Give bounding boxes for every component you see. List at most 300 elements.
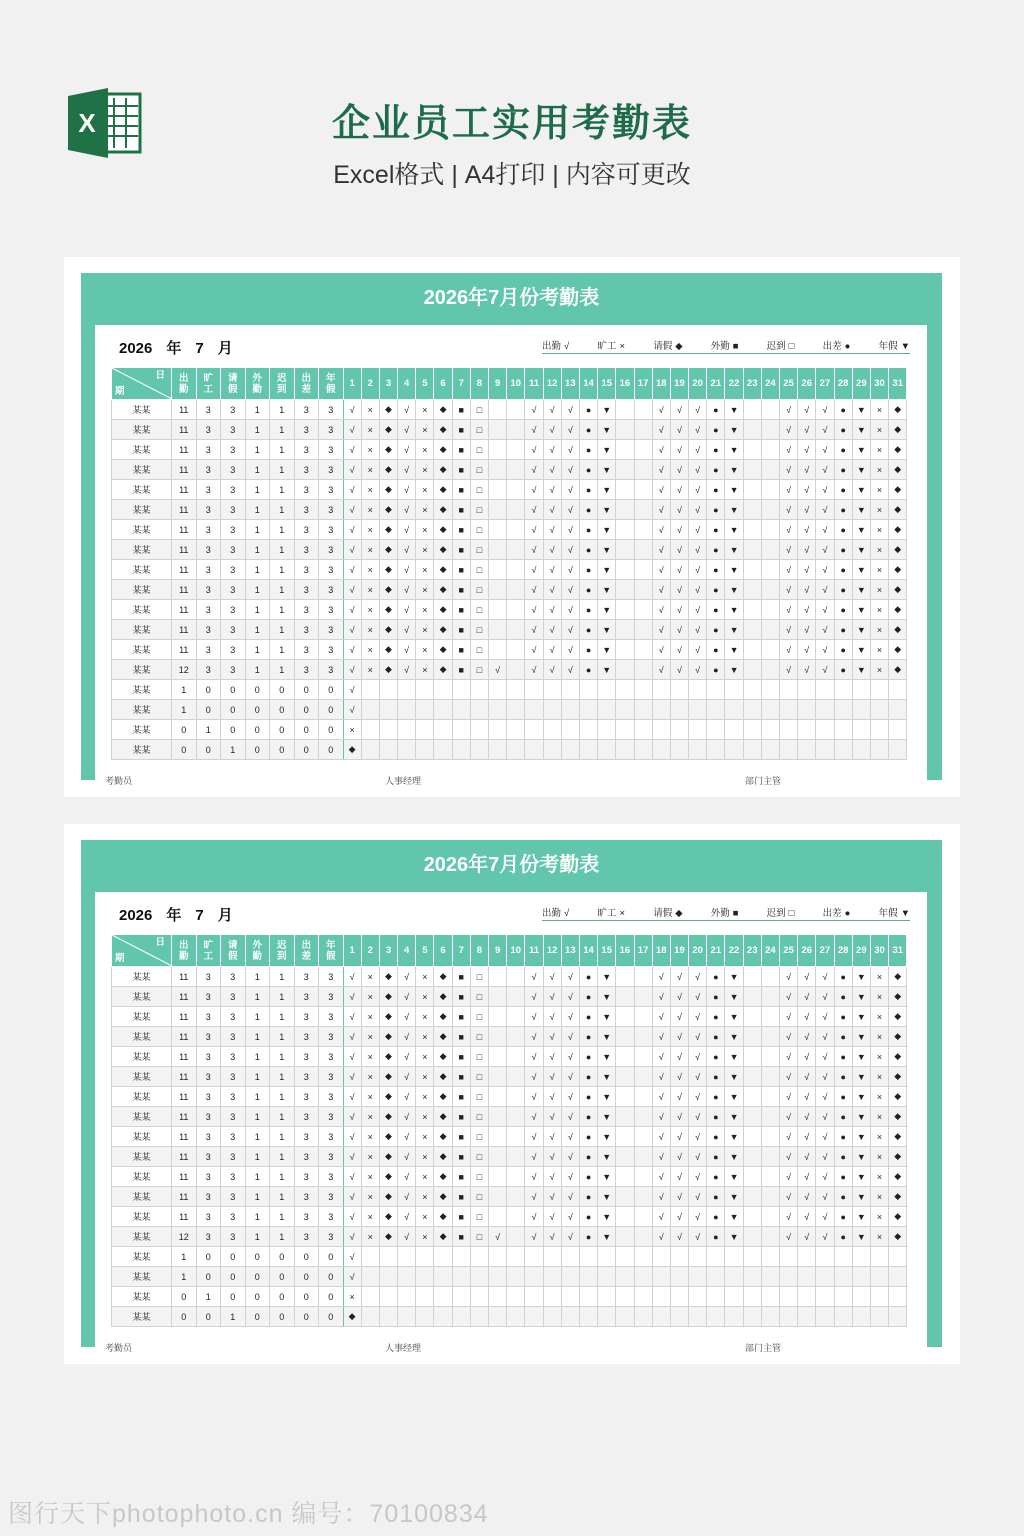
day-cell[interactable]: ◆ [434,1127,452,1147]
day-cell[interactable]: √ [816,1227,834,1247]
summary-cell[interactable]: 1 [270,460,295,480]
day-cell[interactable]: √ [798,1207,816,1227]
day-cell[interactable]: ● [834,1147,852,1167]
day-cell[interactable]: √ [689,1007,707,1027]
day-cell[interactable]: ▼ [852,440,870,460]
day-cell[interactable] [561,1287,579,1307]
day-cell[interactable] [780,700,798,720]
day-cell[interactable]: √ [543,1207,561,1227]
day-cell[interactable]: × [870,580,888,600]
day-cell[interactable] [616,520,634,540]
day-cell[interactable]: × [870,480,888,500]
summary-cell[interactable]: 11 [172,420,197,440]
summary-cell[interactable]: 1 [245,520,270,540]
day-cell[interactable]: ◆ [379,600,397,620]
day-cell[interactable]: ◆ [379,440,397,460]
day-cell[interactable]: √ [816,400,834,420]
day-cell[interactable] [507,600,525,620]
day-cell[interactable] [652,720,670,740]
day-cell[interactable]: ▼ [725,1167,743,1187]
day-cell[interactable]: ◆ [379,620,397,640]
employee-name[interactable]: 某某 [112,440,172,460]
day-cell[interactable]: ◆ [889,1047,907,1067]
day-cell[interactable]: ▼ [598,967,616,987]
day-cell[interactable] [579,740,597,760]
day-cell[interactable] [743,660,761,680]
day-cell[interactable] [889,720,907,740]
day-cell[interactable]: ● [579,1187,597,1207]
day-cell[interactable]: √ [689,1027,707,1047]
day-cell[interactable] [689,1247,707,1267]
day-cell[interactable] [361,720,379,740]
day-cell[interactable] [616,1027,634,1047]
day-cell[interactable] [398,1307,416,1327]
day-cell[interactable] [470,720,488,740]
day-cell[interactable] [634,580,652,600]
day-cell[interactable] [507,1127,525,1147]
day-cell[interactable] [816,680,834,700]
day-cell[interactable] [689,1287,707,1307]
day-cell[interactable]: ◆ [889,1107,907,1127]
day-cell[interactable]: √ [670,1227,688,1247]
day-cell[interactable]: √ [343,1107,361,1127]
day-cell[interactable]: ◆ [379,1047,397,1067]
day-cell[interactable]: √ [561,1167,579,1187]
employee-name[interactable]: 某某 [112,1087,172,1107]
day-cell[interactable] [489,1027,507,1047]
day-cell[interactable] [525,700,543,720]
day-cell[interactable] [870,1267,888,1287]
day-cell[interactable]: ● [707,1047,725,1067]
day-cell[interactable] [889,1287,907,1307]
day-cell[interactable]: ● [579,460,597,480]
day-cell[interactable] [489,740,507,760]
day-cell[interactable]: × [870,620,888,640]
day-cell[interactable] [743,987,761,1007]
day-cell[interactable] [689,720,707,740]
day-cell[interactable] [561,1247,579,1267]
day-cell[interactable] [525,1307,543,1327]
employee-name[interactable]: 某某 [112,520,172,540]
day-cell[interactable] [707,1307,725,1327]
day-cell[interactable]: ● [707,460,725,480]
day-cell[interactable]: √ [543,560,561,580]
day-cell[interactable] [634,720,652,740]
summary-cell[interactable]: 3 [319,580,344,600]
day-cell[interactable]: √ [798,1067,816,1087]
day-cell[interactable]: √ [780,500,798,520]
summary-cell[interactable]: 3 [319,1147,344,1167]
day-cell[interactable]: × [870,420,888,440]
day-cell[interactable] [507,580,525,600]
day-cell[interactable]: √ [652,520,670,540]
day-cell[interactable]: ▼ [852,1067,870,1087]
day-cell[interactable] [652,1307,670,1327]
day-cell[interactable]: √ [489,660,507,680]
day-cell[interactable]: ▼ [598,560,616,580]
day-cell[interactable]: ◆ [343,740,361,760]
day-cell[interactable] [816,1267,834,1287]
day-cell[interactable]: ● [707,1227,725,1247]
day-cell[interactable]: ▼ [725,987,743,1007]
summary-cell[interactable]: 3 [196,967,221,987]
summary-cell[interactable]: 0 [270,1247,295,1267]
summary-cell[interactable]: 3 [196,480,221,500]
summary-cell[interactable]: 0 [172,1287,197,1307]
day-cell[interactable] [743,720,761,740]
day-cell[interactable]: × [361,520,379,540]
day-cell[interactable]: ■ [452,540,470,560]
day-cell[interactable]: ▼ [725,1187,743,1207]
day-cell[interactable]: ● [707,620,725,640]
day-cell[interactable]: ◆ [889,600,907,620]
day-cell[interactable] [507,400,525,420]
day-cell[interactable] [798,720,816,740]
day-cell[interactable]: √ [543,540,561,560]
day-cell[interactable] [616,440,634,460]
day-cell[interactable]: ● [834,1067,852,1087]
day-cell[interactable]: ◆ [889,967,907,987]
day-cell[interactable]: √ [561,1047,579,1067]
day-cell[interactable]: ◆ [434,460,452,480]
day-cell[interactable]: ● [834,440,852,460]
day-cell[interactable] [525,740,543,760]
day-cell[interactable]: √ [525,440,543,460]
day-cell[interactable]: √ [670,967,688,987]
day-cell[interactable]: × [416,1187,434,1207]
summary-cell[interactable]: 12 [172,1227,197,1247]
summary-cell[interactable]: 3 [221,1087,246,1107]
day-cell[interactable] [489,987,507,1007]
day-cell[interactable] [652,1287,670,1307]
day-cell[interactable]: × [361,1207,379,1227]
day-cell[interactable]: √ [798,1167,816,1187]
summary-cell[interactable]: 3 [221,560,246,580]
summary-cell[interactable]: 0 [270,720,295,740]
summary-cell[interactable]: 3 [319,1227,344,1247]
employee-name[interactable]: 某某 [112,1267,172,1287]
summary-cell[interactable]: 3 [221,420,246,440]
day-cell[interactable] [780,720,798,740]
day-cell[interactable] [507,1107,525,1127]
day-cell[interactable]: √ [561,660,579,680]
day-cell[interactable]: √ [670,660,688,680]
day-cell[interactable]: √ [670,1047,688,1067]
day-cell[interactable]: ■ [452,1227,470,1247]
summary-cell[interactable]: 3 [196,1147,221,1167]
day-cell[interactable]: ▼ [725,1207,743,1227]
day-cell[interactable]: □ [470,1027,488,1047]
summary-cell[interactable]: 0 [245,1307,270,1327]
day-cell[interactable]: ▼ [852,967,870,987]
day-cell[interactable] [489,1287,507,1307]
summary-cell[interactable]: 0 [294,1307,319,1327]
day-cell[interactable] [507,1307,525,1327]
summary-cell[interactable]: 1 [270,1147,295,1167]
day-cell[interactable]: √ [525,1047,543,1067]
day-cell[interactable]: ◆ [889,1027,907,1047]
day-cell[interactable]: × [416,1027,434,1047]
day-cell[interactable] [634,480,652,500]
day-cell[interactable]: √ [652,1147,670,1167]
day-cell[interactable] [379,1267,397,1287]
day-cell[interactable]: ■ [452,600,470,620]
day-cell[interactable] [452,740,470,760]
day-cell[interactable]: √ [798,987,816,1007]
day-cell[interactable]: √ [561,420,579,440]
summary-cell[interactable]: 1 [221,1307,246,1327]
day-cell[interactable]: √ [798,1007,816,1027]
day-cell[interactable]: √ [652,1087,670,1107]
day-cell[interactable]: ■ [452,460,470,480]
day-cell[interactable] [434,1247,452,1267]
day-cell[interactable]: × [870,1127,888,1147]
day-cell[interactable]: ▼ [725,580,743,600]
summary-cell[interactable]: 3 [294,987,319,1007]
employee-name[interactable]: 某某 [112,1047,172,1067]
day-cell[interactable] [379,1247,397,1267]
day-cell[interactable] [798,740,816,760]
summary-cell[interactable]: 11 [172,560,197,580]
day-cell[interactable] [743,700,761,720]
summary-cell[interactable]: 1 [270,440,295,460]
day-cell[interactable]: √ [798,600,816,620]
day-cell[interactable]: √ [525,480,543,500]
day-cell[interactable] [507,1167,525,1187]
summary-cell[interactable]: 1 [270,560,295,580]
day-cell[interactable] [470,1267,488,1287]
day-cell[interactable]: ◆ [434,400,452,420]
day-cell[interactable]: × [361,1187,379,1207]
day-cell[interactable]: √ [780,1027,798,1047]
day-cell[interactable]: √ [652,420,670,440]
day-cell[interactable]: √ [543,580,561,600]
day-cell[interactable]: ■ [452,1187,470,1207]
day-cell[interactable]: √ [543,640,561,660]
summary-cell[interactable]: 3 [294,540,319,560]
employee-name[interactable]: 某某 [112,1207,172,1227]
summary-cell[interactable]: 3 [294,967,319,987]
day-cell[interactable] [798,1287,816,1307]
day-cell[interactable]: √ [561,620,579,640]
day-cell[interactable]: ▼ [725,1047,743,1067]
day-cell[interactable]: √ [780,1127,798,1147]
day-cell[interactable]: × [870,1227,888,1247]
day-cell[interactable] [670,740,688,760]
day-cell[interactable]: ● [579,640,597,660]
day-cell[interactable]: ● [707,540,725,560]
day-cell[interactable]: □ [470,540,488,560]
day-cell[interactable] [616,560,634,580]
day-cell[interactable]: √ [780,400,798,420]
day-cell[interactable] [543,1287,561,1307]
day-cell[interactable]: × [361,1087,379,1107]
day-cell[interactable]: √ [670,1167,688,1187]
day-cell[interactable]: √ [561,967,579,987]
day-cell[interactable] [507,680,525,700]
summary-cell[interactable]: 3 [294,1087,319,1107]
employee-name[interactable]: 某某 [112,420,172,440]
day-cell[interactable]: ▼ [852,500,870,520]
day-cell[interactable]: √ [798,967,816,987]
day-cell[interactable]: ◆ [434,1187,452,1207]
day-cell[interactable]: × [870,1167,888,1187]
summary-cell[interactable]: 0 [196,740,221,760]
day-cell[interactable] [452,1307,470,1327]
day-cell[interactable]: ▼ [598,440,616,460]
day-cell[interactable] [743,520,761,540]
day-cell[interactable]: √ [525,620,543,640]
day-cell[interactable]: × [870,1107,888,1127]
day-cell[interactable] [761,1047,779,1067]
day-cell[interactable]: √ [543,1047,561,1067]
day-cell[interactable]: √ [525,1087,543,1107]
day-cell[interactable] [743,1087,761,1107]
summary-cell[interactable]: 3 [221,1127,246,1147]
summary-cell[interactable]: 3 [196,987,221,1007]
day-cell[interactable] [743,1207,761,1227]
day-cell[interactable]: ◆ [379,580,397,600]
summary-cell[interactable]: 3 [221,1107,246,1127]
day-cell[interactable]: √ [670,1027,688,1047]
day-cell[interactable]: × [416,987,434,1007]
day-cell[interactable] [725,1307,743,1327]
summary-cell[interactable]: 0 [221,700,246,720]
day-cell[interactable]: √ [398,1127,416,1147]
day-cell[interactable] [670,1247,688,1267]
day-cell[interactable]: √ [543,420,561,440]
day-cell[interactable] [634,1067,652,1087]
day-cell[interactable]: √ [670,460,688,480]
day-cell[interactable] [525,720,543,740]
day-cell[interactable]: √ [525,1187,543,1207]
summary-cell[interactable]: 3 [294,640,319,660]
day-cell[interactable]: √ [670,1187,688,1207]
day-cell[interactable] [489,480,507,500]
day-cell[interactable] [616,1167,634,1187]
day-cell[interactable] [743,740,761,760]
day-cell[interactable]: ▼ [852,600,870,620]
day-cell[interactable]: √ [398,967,416,987]
day-cell[interactable] [761,720,779,740]
day-cell[interactable]: ◆ [889,987,907,1007]
day-cell[interactable] [870,1247,888,1267]
day-cell[interactable]: □ [470,420,488,440]
day-cell[interactable] [616,620,634,640]
day-cell[interactable]: □ [470,600,488,620]
day-cell[interactable]: ▼ [725,520,743,540]
day-cell[interactable]: × [416,520,434,540]
summary-cell[interactable]: 3 [221,1207,246,1227]
day-cell[interactable]: × [361,660,379,680]
day-cell[interactable]: × [416,1147,434,1167]
day-cell[interactable]: □ [470,1227,488,1247]
day-cell[interactable]: ▼ [725,660,743,680]
day-cell[interactable] [616,1227,634,1247]
day-cell[interactable]: √ [652,580,670,600]
day-cell[interactable]: ■ [452,500,470,520]
day-cell[interactable] [416,1247,434,1267]
summary-cell[interactable]: 3 [196,420,221,440]
day-cell[interactable]: √ [398,500,416,520]
summary-cell[interactable]: 3 [294,1047,319,1067]
day-cell[interactable]: × [870,1067,888,1087]
summary-cell[interactable]: 1 [270,1107,295,1127]
day-cell[interactable]: ● [579,1167,597,1187]
day-cell[interactable] [889,1247,907,1267]
day-cell[interactable] [416,1267,434,1287]
day-cell[interactable]: √ [343,1087,361,1107]
day-cell[interactable]: √ [398,460,416,480]
summary-cell[interactable]: 3 [221,1167,246,1187]
day-cell[interactable] [852,1247,870,1267]
day-cell[interactable]: √ [398,1047,416,1067]
day-cell[interactable] [652,740,670,760]
day-cell[interactable]: × [870,1027,888,1047]
day-cell[interactable]: √ [343,440,361,460]
summary-cell[interactable]: 1 [270,967,295,987]
day-cell[interactable] [707,1267,725,1287]
day-cell[interactable] [761,540,779,560]
summary-cell[interactable]: 3 [319,440,344,460]
day-cell[interactable] [743,1067,761,1087]
day-cell[interactable]: √ [652,440,670,460]
day-cell[interactable] [616,1147,634,1167]
day-cell[interactable]: ▼ [598,420,616,440]
day-cell[interactable] [834,1267,852,1287]
employee-name[interactable]: 某某 [112,720,172,740]
day-cell[interactable]: √ [780,987,798,1007]
day-cell[interactable]: ● [707,480,725,500]
day-cell[interactable]: √ [652,400,670,420]
summary-cell[interactable]: 3 [319,1167,344,1187]
day-cell[interactable]: ◆ [434,600,452,620]
day-cell[interactable] [452,1287,470,1307]
summary-cell[interactable]: 0 [221,1287,246,1307]
day-cell[interactable] [834,700,852,720]
day-cell[interactable] [543,700,561,720]
day-cell[interactable]: □ [470,1047,488,1067]
day-cell[interactable] [434,1287,452,1307]
day-cell[interactable]: √ [652,460,670,480]
day-cell[interactable] [761,1267,779,1287]
day-cell[interactable]: ● [707,1207,725,1227]
day-cell[interactable]: √ [343,400,361,420]
day-cell[interactable] [579,680,597,700]
summary-cell[interactable]: 1 [245,560,270,580]
day-cell[interactable]: × [361,540,379,560]
day-cell[interactable]: √ [670,620,688,640]
day-cell[interactable]: ◆ [434,580,452,600]
day-cell[interactable]: √ [561,440,579,460]
day-cell[interactable]: √ [652,1027,670,1047]
summary-cell[interactable]: 3 [319,660,344,680]
day-cell[interactable] [489,1307,507,1327]
day-cell[interactable]: □ [470,1187,488,1207]
day-cell[interactable] [634,600,652,620]
day-cell[interactable] [761,400,779,420]
day-cell[interactable] [834,1307,852,1327]
day-cell[interactable]: ● [707,1167,725,1187]
day-cell[interactable]: √ [343,1187,361,1207]
day-cell[interactable]: √ [780,1007,798,1027]
day-cell[interactable]: × [870,1207,888,1227]
summary-cell[interactable]: 0 [196,700,221,720]
day-cell[interactable] [634,500,652,520]
employee-name[interactable]: 某某 [112,1067,172,1087]
day-cell[interactable] [743,620,761,640]
summary-cell[interactable]: 1 [270,400,295,420]
